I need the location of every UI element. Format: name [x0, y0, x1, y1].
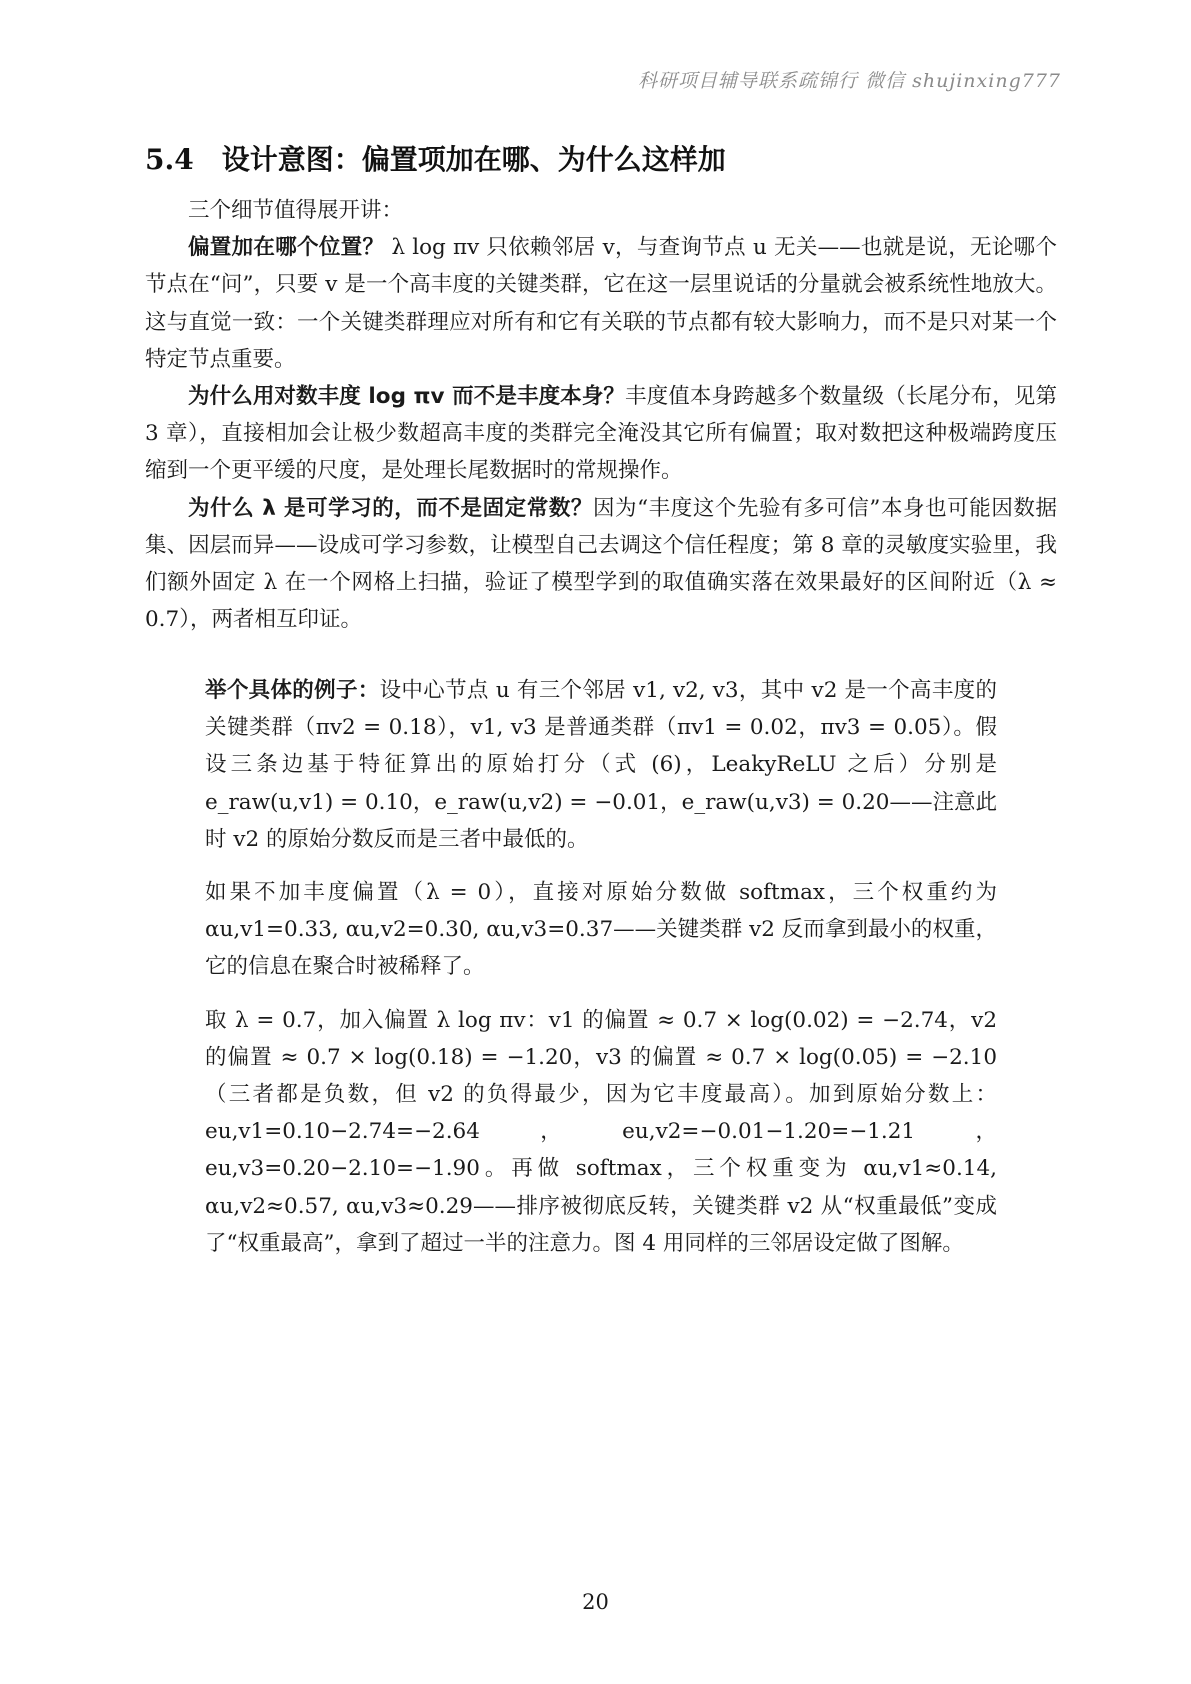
paragraph-lead: 为什么用对数丰度 log πv 而不是丰度本身？ — [188, 384, 625, 410]
paragraph-log-abundance — [145, 378, 1057, 490]
example-box — [205, 672, 997, 1278]
page-number: 20 — [582, 1590, 609, 1614]
paragraph-lead: 为什么 λ 是可学习的，而不是固定常数？ — [188, 495, 593, 521]
example-paragraph-with-bias: 取 λ = 0.7，加入偏置 λ log πv：v1 的偏置 ≈ 0.7 × log(0.02) = −2.74，v2 的偏置 ≈ 0.7 × log(0.18) = −1.20，v3 的偏置 ≈ 0.7 × log(0.05) = −2.10（三者都是负数，但 v2 的负得最少，因为它丰度最高）。加到原始分数上：eu,v1=0.10−2.74=−2.64，eu,v2=−0.01−1.20=−1.21，eu,v3=0.20−2.10=−1.90。再做 softmax，三个权重变为 αu,v1≈0.14, αu,v2≈0.57, αu,v3≈0.29——排序被彻底反转，关键类群 v2 从“权重最低”变成了“权重最高”，拿到了超过一半的注意力。图 4 用同样的三邻居设定做了图解。 — [205, 1007, 997, 1256]
section-heading — [145, 138, 726, 178]
paragraph-text: 丰度值本身跨越多个数量级（长尾分布，见第 3 章），直接相加会让极少数超高丰度的类群完全淹没其它所有偏置；取对数把这种极端跨度压缩到一个更平缓的尺度，是处理长尾数据时的常规操作。 — [145, 384, 1057, 484]
example-lead: 举个具体的例子： — [205, 678, 380, 703]
intro-paragraph: 三个细节值得展开讲： — [188, 198, 404, 223]
paragraph-text: 因为“丰度这个先验有多可信”本身也可能因数据集、因层而异——设成可学习参数，让模型自己去调这个信任程度；第 8 章的灵敏度实验里，我们额外固定 λ 在一个网格上扫描，验证了模型学到的取值确实落在效果最好的区间附近（λ ≈ 0.7），两者相互印证。 — [145, 495, 1057, 633]
example-paragraph-setup — [205, 672, 997, 858]
section-number: 5.4 — [145, 143, 194, 176]
paragraph-learnable-lambda — [145, 490, 1057, 639]
section-title: 设计意图：偏置项加在哪、为什么这样加 — [221, 143, 726, 176]
paragraph-bias-position — [145, 229, 1057, 378]
example-text: 设中心节点 u 有三个邻居 v1, v2, v3，其中 v2 是一个高丰度的关键类群（πv2 = 0.18），v1, v3 是普通类群（πv1 = 0.02，πv3 = 0.05）。假设三条边基于特征算出的原始打分（式 (6)，LeakyReLU 之后）分别是 e_raw(u,v1) = 0.10，e_raw(u,v2) = −0.01，e_raw(u,v3) = 0.20——注意此时 v2 的原始分数反而是三者中最低的。 — [205, 678, 997, 852]
body-text — [145, 192, 1057, 638]
paragraph-lead: 偏置加在哪个位置？ — [188, 235, 385, 261]
paragraph-text: λ log πv 只依赖邻居 v，与查询节点 u 无关——也就是说，无论哪个节点在“问”，只要 v 是一个高丰度的关键类群，它在这一层里说话的分量就会被系统性地放大。这与直觉一致：一个关键类群理应对所有和它有关联的节点都有较大影响力，而不是只对某一个特定节点重要。 — [145, 235, 1057, 372]
header-contact-note: 科研项目辅导联系疏锦行 微信 shujinxing777 — [638, 70, 1061, 92]
example-paragraph-no-bias: 如果不加丰度偏置（λ = 0），直接对原始分数做 softmax，三个权重约为 αu,v1=0.33, αu,v2=0.30, αu,v3=0.37——关键类群 v2 反而拿到最小的权重，它的信息在聚合时被稀释了。 — [205, 880, 997, 980]
